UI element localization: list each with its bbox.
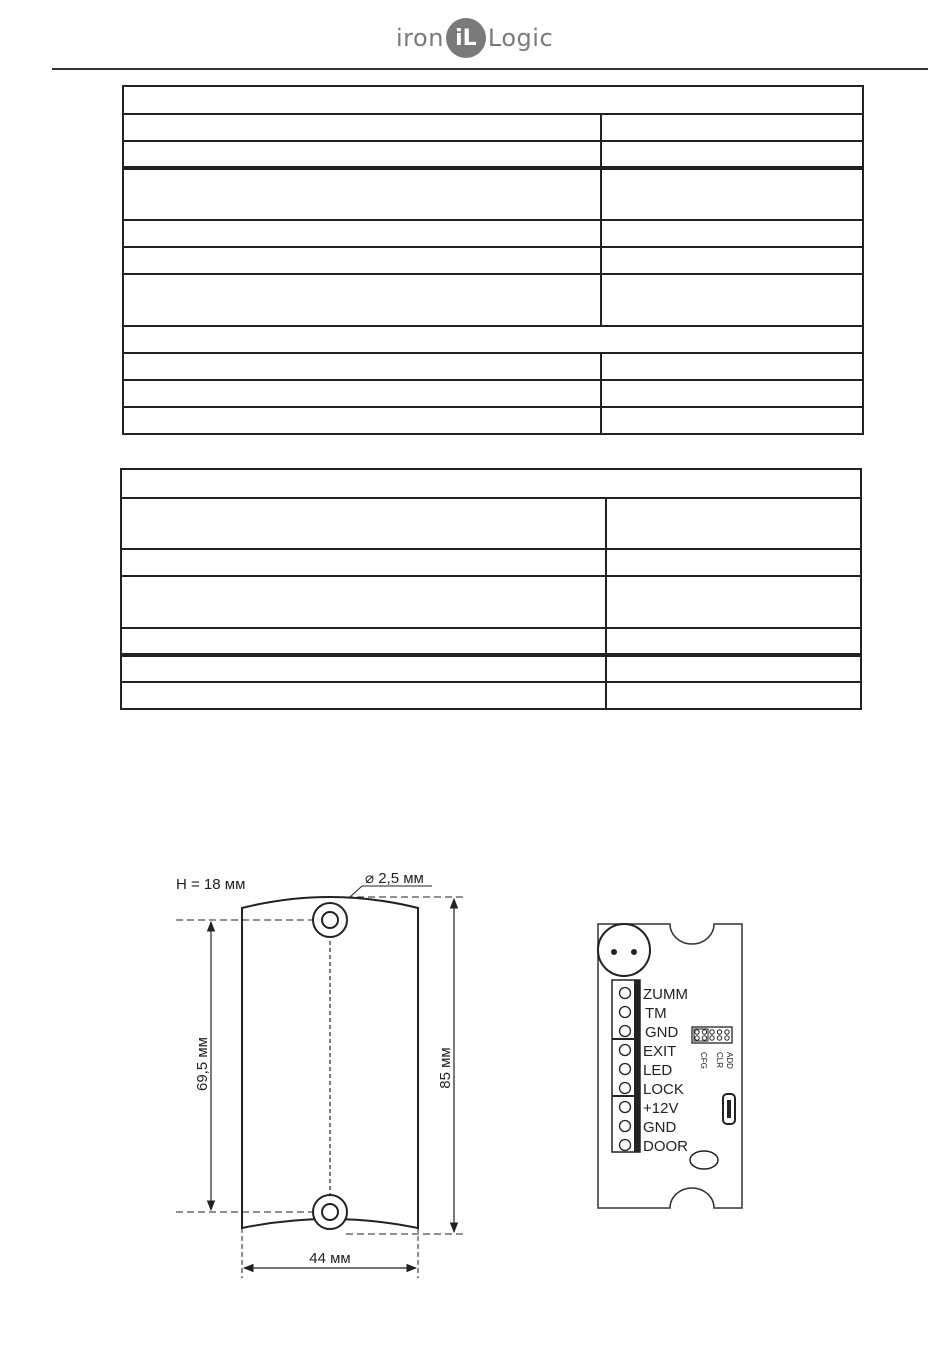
terminal-screw	[620, 988, 631, 999]
terminal-label-door: DOOR	[643, 1138, 688, 1155]
hole-diameter-label: ⌀ 2,5 мм	[365, 870, 424, 887]
terminal-label-gnd-1: GND	[645, 1024, 679, 1041]
terminal-label-exit: EXIT	[643, 1043, 677, 1060]
logo-badge-text: iL	[455, 25, 477, 51]
total-height-label: 85 мм	[437, 1047, 454, 1089]
height-label: H = 18 мм	[176, 876, 246, 893]
buzzer-icon	[598, 924, 650, 976]
jumper-label-add: ADD	[725, 1052, 734, 1069]
terminal-label-zumm: ZUMM	[643, 986, 688, 1003]
jumper-pin	[710, 1030, 714, 1034]
terminal-screw	[620, 1026, 631, 1037]
terminal-label-12v: +12V	[643, 1100, 679, 1117]
hole-spacing-label: 69,5 мм	[194, 1037, 211, 1091]
terminal-label-gnd-2: GND	[643, 1119, 677, 1136]
jumper-pin	[717, 1030, 721, 1034]
logo-word-left: iron	[396, 24, 444, 52]
jumper-pin	[725, 1036, 729, 1040]
jumper-pin	[710, 1036, 714, 1040]
terminal-label-tm: TM	[645, 1005, 667, 1022]
jumper-pin	[695, 1036, 699, 1040]
jumper-pin	[717, 1036, 721, 1040]
terminal-block-edge	[634, 980, 640, 1152]
usb-connector-slot	[727, 1100, 731, 1118]
jumper-pin	[702, 1036, 706, 1040]
terminal-screw	[620, 1064, 631, 1075]
terminal-screw	[620, 1083, 631, 1094]
buzzer-pin-left	[611, 949, 617, 955]
jumper-pin	[695, 1030, 699, 1034]
terminal-label-lock: LOCK	[643, 1081, 684, 1098]
terminal-screw	[620, 1007, 631, 1018]
jumper-label-clr: CLR	[715, 1052, 724, 1069]
jumper-label-cfg: CFG	[699, 1052, 708, 1069]
terminal-screw	[620, 1121, 631, 1132]
terminal-screw	[620, 1140, 631, 1151]
width-label: 44 мм	[309, 1250, 351, 1267]
terminal-screw	[620, 1045, 631, 1056]
jumper-pin	[725, 1030, 729, 1034]
terminal-holes	[620, 988, 631, 1151]
logo-word-right: Logic	[487, 24, 554, 52]
jumper-pin	[702, 1030, 706, 1034]
buzzer-pin-right	[631, 949, 637, 955]
led-window	[690, 1151, 718, 1169]
terminal-screw	[620, 1102, 631, 1113]
terminal-label-led: LED	[643, 1062, 673, 1079]
